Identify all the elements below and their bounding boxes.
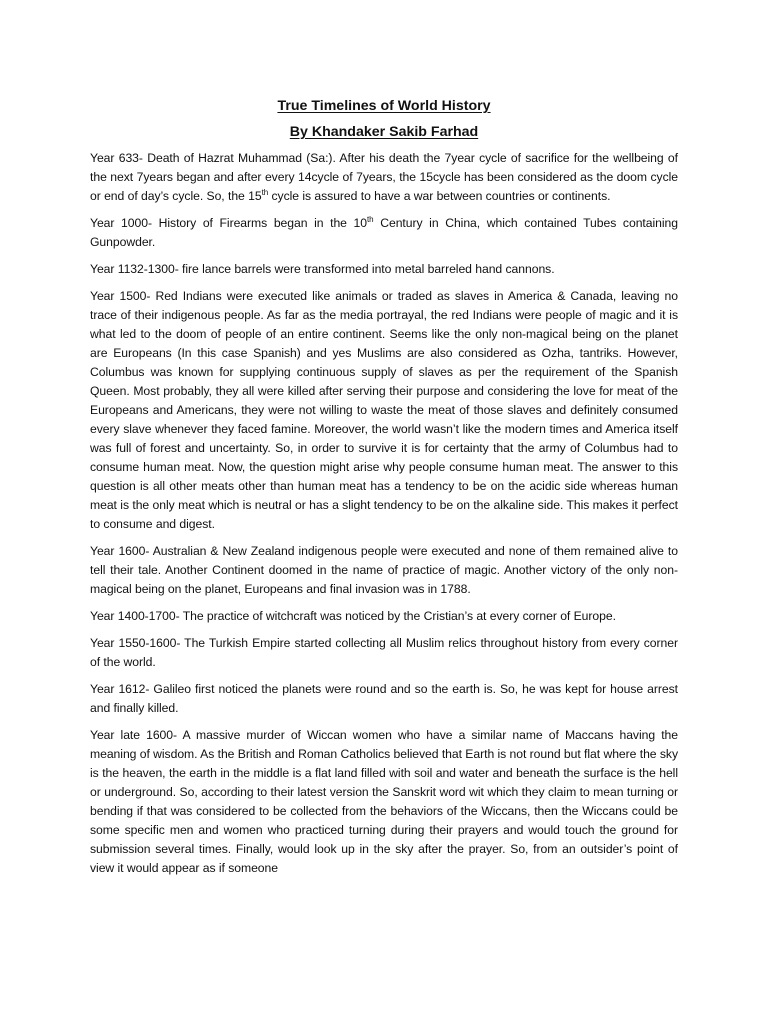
timeline-paragraph: Year 1400-1700- The practice of witchcraft was noticed by the Cristian’s at every corner of Europe. bbox=[90, 609, 616, 623]
document-author: By Khandaker Sakib Farhad bbox=[289, 124, 479, 140]
timeline-paragraph: Year late 1600- A massive murder of Wiccan women who have a similar name of Maccans having the meaning of wisdom. As the British and Roman Catholics believed that Earth is not round but flat where the sky is the heaven, the earth in the middle is a flat land filled with soil and water and beneath the surface is the hell or underground. So, according to their latest version the Sanskrit word wit which they claim to mean turning or bending if that was considered to be collected from the behaviors of the Wiccans, then the Wiccans could be some specific men and women who practiced turning during their prayers and would touch the ground for submission several times. Finally, would look up in the sky after the prayer. So, from an outsider’s point of view it would appear as if someone bbox=[90, 728, 678, 875]
timeline-paragraph: Year 1500- Red Indians were executed like animals or traded as slaves in America & Canada, leaving no trace of their indigenous people. As far as the media portrayal, the red Indians were people of magic and it is what led to the doom of people of an entire continent. Seems like the only non-magical being on the planet are Europeans (In this case Spanish) and yes Muslims are also considered as Ozha, tantriks. However, Columbus was known for supplying continuous supply of slaves as per the requirement of the Spanish Queen. Most probably, they all were killed after serving their purpose and considering the love for meat of the Europeans and Americans, they were not willing to waste the meat of those slaves and definitely consumed every slave whenever they faced famine. Moreover, the world wasn’t like the modern times and America itself was full of forest and uncertainty. So, in order to survive it is for certainty that the army of Columbus had to consume human meat. Now, the question might arise why people consume human meat. The answer to this question is all other meats other than human meat has a tendency to be on the acidic side whereas human meat is the only meat which is neutral or has a slight tendency to be on the alkaline side. This makes it perfect to consume and digest. bbox=[90, 289, 678, 531]
document-body bbox=[90, 149, 678, 878]
document-title: True Timelines of World History bbox=[277, 98, 491, 114]
timeline-paragraph: Year 1600- Australian & New Zealand indigenous people were executed and none of them remained alive to tell their tale. Another Continent doomed in the name of practice of magic. Another victory of the only non-magical being on the planet, Europeans and final invasion was in 1788. bbox=[90, 544, 678, 596]
timeline-paragraph: Year 1612- Galileo first noticed the planets were round and so the earth is. So, he was kept for house arrest and finally killed. bbox=[90, 682, 678, 715]
timeline-paragraph: Year 1550-1600- The Turkish Empire started collecting all Muslim relics throughout history from every corner of the world. bbox=[90, 636, 678, 669]
timeline-paragraph: Year 1000- History of Firearms began in the 10th Century in China, which contained Tubes containing Gunpowder. bbox=[90, 214, 678, 249]
document-page bbox=[90, 96, 678, 886]
timeline-paragraph: Year 633- Death of Hazrat Muhammad (Sa:). After his death the 7year cycle of sacrifice for the wellbeing of the next 7years began and after every 14cycle of 7years, the 15cycle has been considered as the doom cycle or end of day’s cycle. So, the 15th cycle is assured to have a war between countries or continents. bbox=[90, 151, 678, 203]
timeline-paragraph: Year 1132-1300- fire lance barrels were transformed into metal barreled hand cannons. bbox=[90, 262, 555, 276]
